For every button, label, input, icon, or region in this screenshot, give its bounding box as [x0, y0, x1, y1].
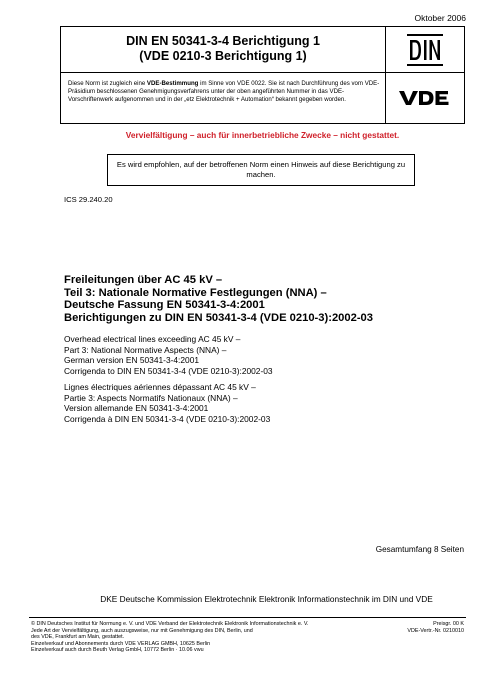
copyright-notice: © DIN Deutsches Institut für Normung e. V. und VDE Verband der Elektrotechnik Elektronik Informationstechnik e. V. Jede Art der Vervielfältigung, auch auszugsweise, nur mit Genehmigung des DIN, Berlin, und des VDE, Frankfurt am Main, gestattet. Einzelverkauf und Abonnements durch VDE VERLAG GMBH, 10625 Berlin Einzelverkauf auch durch Beuth Verlag GmbH, 10772 Berlin · 10.06 vwu: [31, 621, 309, 653]
din-logo-icon: [406, 33, 444, 67]
vde-logo-icon: [398, 89, 452, 107]
hint-box: Es wird empfohlen, auf der betroffenen Norm einen Hinweis auf diese Berichtigung zu machen.: [107, 154, 415, 186]
vde-number: (VDE 0210-3 Berichtigung 1): [139, 49, 307, 63]
publication-date: Oktober 2006: [414, 13, 466, 23]
price-info: Preisgr. 00 K VDE-Vertr.-Nr. 0210010: [407, 621, 464, 634]
page-count: Gesamtumfang 8 Seiten: [375, 545, 464, 554]
din-logo: [386, 27, 464, 73]
reproduction-warning: Vervielfältigung – auch für innerbetriebliche Zwecke – nicht gestattet.: [125, 130, 400, 140]
standard-number: DIN EN 50341-3-4 Berichtigung 1: [126, 34, 320, 48]
vde-statement: Diese Norm ist zugleich eine VDE-Bestimmung im Sinne von VDE 0022. Sie ist nach Durchführung des vom VDE-Präsidium beschlossenen Genehmigungsverfahrens unter der oben angeführten Nummer in das VDE-Vorschriftenwerk aufgenommen und in der „etz Elektrotechnik + Automation“ bekannt gegeben worden.: [61, 73, 386, 123]
german-title: Freileitungen über AC 45 kV – Teil 3: Nationale Normative Festlegungen (NNA) – Deutsche Fassung EN 50341-3-4:2001 Berichtigungen zu DIN EN 50341-3-4 (VDE 0210-3):2002-03: [64, 274, 374, 324]
french-title: Lignes électriques aériennes dépassant AC 45 kV – Partie 3: Aspects Normatifs Nationaux (NNA) – Version allemande EN 50341-3-4:2001 Corrigenda à DIN EN 50341-3-4 (VDE 0210-3):2002-03: [64, 382, 271, 424]
vde-logo: [386, 73, 464, 123]
dke-line: DKE Deutsche Kommission Elektrotechnik Elektronik Informationstechnik im DIN und VDE: [100, 594, 433, 604]
footer-divider: [29, 617, 466, 618]
header-box: [60, 26, 465, 124]
ics-code: ICS 29.240.20: [64, 195, 113, 204]
english-title: Overhead electrical lines exceeding AC 45 kV – Part 3: National Normative Aspects (NNA) – German version EN 50341-3-4:2001 Corrigenda to DIN EN 50341-3-4 (VDE 0210-3):2002-03: [64, 334, 273, 376]
standard-title-area: [61, 27, 386, 73]
